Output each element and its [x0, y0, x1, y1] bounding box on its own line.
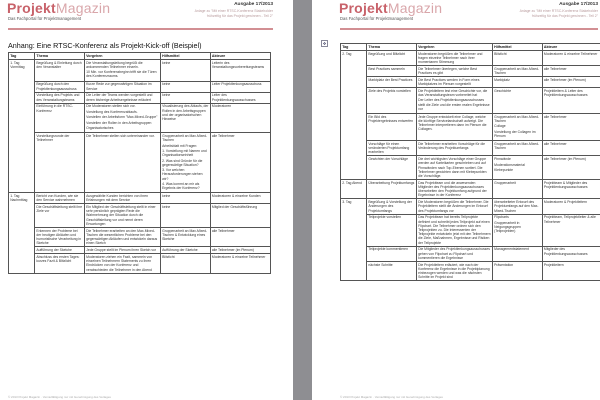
cell-hilfsmittel: Gruppenarbeit an Max-Mixed-Tischen Arbeitsblatt mit Fragen: 1. Vorstellung mit Namen und Organisationseinheit 2. Was sind Gründe für die gegenwärtige Situation? 3. Vor welchen Herausforderungen stehen wir? 4. Was kommt an mir als Ergebnis der Konferenz? — [160, 133, 210, 193]
cell-hilfsmittel: Gruppenarbeit an Max-Mixed-Tischen & Entwicklung eines Sketche — [160, 227, 210, 246]
tagline: Das Fachportal für Projektmanagement — [8, 16, 82, 21]
header-divider — [8, 28, 273, 30]
page-header — [0, 0, 293, 32]
table-row — [9, 193, 271, 204]
header-divider — [340, 28, 598, 30]
cell-vorgehen: Das Projektteam hat bereits Teilprojekte definiert und schreibt jedes Teilprojekt auf einen Flipchart. Die Teilnehmer ordnen sich den Teilprojekten zu. Die Interessenten der Teilprojekte entwickeln jetzt mit den Teilnehmern die Ziele, Maßnahmen, Ergebnisse und Risiken der Teilprojekte — [418, 215, 491, 245]
cell-tag: 3. Tag — [341, 199, 367, 281]
cell-akteure: Moderatoren & einzelne Kunden — [210, 193, 270, 204]
subtitle-line-1: Anlage zu "Mit einer RTSC-Konferenz Stakeholder — [194, 9, 273, 13]
table-row — [341, 179, 600, 198]
page-footer: © 2013 Projekt Magazin · Vervielfältigung nur mit Genehmigung des Verlages — [8, 395, 111, 399]
cell-vorgehen: Die Teilnehmer erarbeiten Vorschläge für die Veränderung des Projektumfangs — [416, 141, 492, 156]
cell-akteure: alle Teilnehmer — [210, 133, 270, 193]
schedule-table-day2-3 — [340, 43, 600, 281]
cell-akteure: Moderatoren & einzelne Teilnehmer — [542, 50, 600, 65]
cell-vorgehen: Kurze Rede zur gegenwärtigen Situation im Service — [84, 81, 160, 92]
document-page-1 — [0, 0, 293, 400]
page-title: Anhang: Eine RTSC-Konferenz als Projekt-Kick-off (Beispiel) — [8, 41, 202, 50]
cell-akteure: Moderatoren & Projektleitern — [542, 199, 600, 214]
logo: ProjektMagazin — [339, 0, 443, 16]
cell-thema: Einführung in die RTSC-Konferenz — [35, 103, 85, 133]
cell-hilfsmittel: Marktplatz — [492, 77, 542, 88]
cell-vorgehen: Jede Gruppe stellt im Plenum ihren Sketch vor — [84, 247, 160, 254]
column-header: Tag — [9, 53, 35, 60]
cell-akteure: Moderatoren — [210, 103, 270, 133]
column-header: Akteure — [542, 44, 600, 51]
cell-thema: Bericht von Kunden, wie sie den Service wahrnehmen — [35, 193, 85, 204]
cell-thema: Die Geschäftsleitung stellt ihre Ziele vor — [35, 204, 85, 228]
cell-vorgehen: Moderatoren begrüßen die Teilnehmer und fragen einzelne Teilnehmer nach ihrer momentanen Stimmung — [416, 50, 492, 65]
table-row — [9, 227, 271, 246]
cell-vorgehen: Die Best Practices werden in Form eines Marktplatzes im Plenum vorgestellt — [416, 77, 492, 88]
cell-hilfsmittel: keine — [160, 81, 210, 92]
cell-thema: Überarbeitung Projektumfangs — [367, 179, 417, 198]
table-row — [341, 141, 600, 156]
cell-akteure: Projektleitern — [542, 261, 600, 280]
cell-thema: Abschluss des ersten Tages: kurzes Fazit & Blitzlicht — [35, 254, 85, 273]
table-move-handle-icon[interactable]: ✥ — [322, 41, 327, 46]
cell-akteure: Projektteam & Mitglieder des Projektlenkungsausschusses — [542, 179, 600, 198]
cell-vorgehen: Jede Gruppe entwickelt eine Collage, welche die künftige Servicelandschaft aufzeigt. Die Teilnehmer interpretieren dann im Plenum die Collagen. — [416, 113, 492, 140]
column-header: Hilfsmittel — [160, 53, 210, 60]
table-row — [341, 261, 600, 280]
cell-akteure: Leiter Projektlenkungsausschuss — [210, 81, 270, 92]
table-row — [9, 59, 271, 81]
cell-vorgehen: Die Teilnehmer überlegen, welche Best Practices es gibt — [416, 66, 492, 77]
cell-hilfsmittel: überarbeiteter Entwurf des Projektumfangs auf den Max-Mixed-Tischen — [492, 199, 542, 214]
table-row — [9, 133, 271, 193]
cell-hilfsmittel: Visualisierung des Ablaufs, der Rollen in den Arbeitsgruppen und der organisatorischen Hinweise — [160, 103, 210, 133]
table-row — [341, 50, 600, 65]
column-header: Vorgehen — [416, 44, 492, 51]
cell-vorgehen: Die drei wichtigsten Vorschläge einer Gruppe werden auf Karteikarten geschrieben und auf Pinnwänden nach Top-Ebenen sortiert. Die Teilnehmer gewichten dann mit Klebepunkten die Vorschläge. — [416, 156, 492, 180]
cell-vorgehen: Die Veranstaltungsleitung begrüßt die ankommenden Teilnehmer einzeln. 10 Min. vor Konferenzbeginn trifft sie die Türen des Konferenzraums. — [84, 59, 160, 81]
cell-hilfsmittel: Blitzlicht — [160, 254, 210, 273]
cell-thema: Best Practices sammeln — [367, 66, 417, 77]
issue-number: Ausgabe 17/2013 — [234, 2, 273, 7]
cell-vorgehen: Das Projektteam und die anwesenden Mitglieder des Projektlenkungsausschusses überarbeiten den Projektumfang aufgrund der Ergebnisse in der Konferenz — [416, 179, 492, 198]
table-row — [341, 246, 600, 261]
table-row — [9, 103, 271, 133]
tagline: Das Fachportal für Projektmanagement — [340, 16, 414, 21]
cell-thema: Teilprojekte vorstellen — [367, 214, 417, 246]
cell-tag: 2. Tag — [341, 50, 367, 179]
cell-vorgehen: Die Projektleitern lest eine Geschichte vor, die das Veranstaltungsteam vorbereitet hat Der Leiter des Projektlenkungsausschusses stellt die Ziele und die ersten realen Ergebnisse vor — [416, 88, 492, 114]
cell-akteure: alle Teilnehmer — [542, 66, 600, 77]
cell-hilfsmittel: Aufführung der Sketche — [160, 247, 210, 254]
cell-thema: Teilprojekte kommentieren — [367, 246, 417, 261]
table-row — [341, 199, 600, 214]
cell-hilfsmittel: Flipcharts Gruppenarbeit in Neigungsgruppen (Teilprojekten) — [492, 214, 542, 246]
document-page-2 — [312, 0, 600, 400]
cell-tag: 1. Tag Nachmittag — [9, 193, 35, 273]
cell-vorgehen: Die Moderatoren stellen sich vor. Vorstellung des Konferenzablaufs. Vorstellen der Arbeitsform "Max-Mixed-Gruppe" Vorstellen der Rollen in den Arbeitsgruppen Organisatorisches — [84, 103, 160, 133]
issue-number: Ausgabe 17/2013 — [559, 2, 598, 7]
cell-tag: 1. Tag Vormittag — [9, 59, 35, 192]
cell-hilfsmittel: Gruppenarbeit an Max-Mixed-Tischen Collage Vorstellung der Collagen im Plenum — [492, 113, 542, 140]
cell-thema: Vorstellungsrunde der Teilnehmer — [35, 133, 85, 193]
subtitle-line-2: frühzeitig für das Projekt gewinnen - Teil 2" — [531, 14, 598, 18]
cell-hilfsmittel: Geschichte — [492, 88, 542, 114]
page-footer: © 2013 Projekt Magazin · Vervielfältigung nur mit Genehmigung des Verlages — [340, 395, 443, 399]
cell-hilfsmittel: Gruppenarbeit — [492, 179, 542, 198]
cell-hilfsmittel: Präsentation — [492, 261, 542, 280]
cell-vorgehen: Ein Mitglied der Geschäftsleitung stellt in einer sehr persönlich geprägten Rede die Wahrnehmung der Situation durch die Geschäftsleitung vor und nennt deren Erwartungen — [84, 204, 160, 228]
table-row — [9, 92, 271, 103]
logo: ProjektMagazin — [7, 0, 111, 16]
cell-thema: Begrüßung durch den Projektlenkungsausschuss — [35, 81, 85, 92]
cell-thema: Begrüßung & Vorstellung der Änderungen des Projektumfangs — [367, 199, 417, 214]
cell-hilfsmittel: keine — [160, 92, 210, 103]
table-row — [9, 247, 271, 254]
cell-hilfsmittel: keine — [160, 193, 210, 204]
cell-akteure: alle Teilnehmer — [210, 227, 270, 246]
cell-hilfsmittel: Blitzlicht — [492, 50, 542, 65]
cell-vorgehen: Die Teilnehmer erarbeiten an den Max-Mixed-Tischen die wesentlichen Probleme bei den gegenwärtigen Abläufen und entwickeln daraus einen Sketch — [84, 227, 160, 246]
cell-vorgehen: Die Leiter der Teams werden vorgestellt und deren bisherige Arbeitsergebnisse erläutert — [84, 92, 160, 103]
cell-hilfsmittel: Pinnwände Moderationsmaterial Klebepunkte — [492, 156, 542, 180]
column-header: Hilfsmittel — [492, 44, 542, 51]
column-header: Thema — [35, 53, 85, 60]
table-row — [9, 204, 271, 228]
cell-akteure: alle Teilnehmer (im Plenum) — [210, 247, 270, 254]
cell-thema: Erkennen der Probleme bei der heutigen Abläufen und humoristische Verarbeitung in Sketche — [35, 227, 85, 246]
cell-tag: 2. Tag Abend — [341, 179, 367, 198]
cell-akteure: Leiter des Projektlenkungsausschusses — [210, 92, 270, 103]
cell-vorgehen: Die Moderatoren begrüßen die Teilnehmer. Die Projektleitern stellt die Änderungen im Entwurf des Projektumfangs vor — [416, 199, 492, 214]
column-header: Vorgehen — [84, 53, 160, 60]
cell-hilfsmittel: Managementstatement — [492, 246, 542, 261]
table-row — [341, 214, 600, 246]
cell-thema: Begrüßung & Einleitung durch den Veranstalter — [35, 59, 85, 81]
cell-akteure: Leiterin des Veranstaltungsvorbereitungsteams — [210, 59, 270, 81]
cell-vorgehen: Ausgewählte Kunden berichten von ihren Erfahrungen mit dem Service — [84, 193, 160, 204]
cell-akteure: Mitglieder des Projektlenkungsausschusses — [542, 246, 600, 261]
cell-akteure: alle Teilnehmer (im Plenum) — [542, 77, 600, 88]
cell-hilfsmittel: Gruppenarbeit an Max-Mixed-Tischen — [492, 141, 542, 156]
subtitle-line-1: Anlage zu "Mit einer RTSC-Konferenz Stakeholder — [519, 9, 598, 13]
cell-vorgehen: Die Mitglieder des Projektlenkungsausschusses gehen von Flipchart zu Flipchart und kommentieren die Ergebnisse — [416, 246, 492, 261]
cell-thema: Ein Bild des Projektergebnisses entwerfen — [367, 113, 417, 140]
cell-thema: nächste Schritte — [367, 261, 417, 280]
table-row — [341, 88, 600, 114]
cell-thema: Gewichten der Vorschläge — [367, 156, 417, 180]
cell-akteure: Mitglied der Geschäftsführung — [210, 204, 270, 228]
table-row — [341, 156, 600, 180]
cell-akteure: Projektleitern & Leiter des Projektlenkungsausschusses — [542, 88, 600, 114]
page-header — [312, 0, 600, 32]
cell-hilfsmittel: keine — [160, 204, 210, 228]
cell-thema: Marktplatz der Best Practices — [367, 77, 417, 88]
cell-thema: Aufführung der Sketche — [35, 247, 85, 254]
cell-akteure: alle Teilnehmer — [542, 141, 600, 156]
cell-thema: Begrüßung und Blitzlicht — [367, 50, 417, 65]
column-header: Tag — [341, 44, 367, 51]
table-row — [341, 66, 600, 77]
cell-akteure: alle Teilnehmer (im Plenum) — [542, 156, 600, 180]
cell-thema: Vorstellung des Projekts und des Veranstaltungsteams — [35, 92, 85, 103]
table-row — [341, 77, 600, 88]
cell-vorgehen: Moderatoren ziehen ein Fazit, sammeln von einzelnen Teilnehmern Statements zu ihren Eindrücken von der Konferenz und verabschieden die Teilnehmer in den Abend — [84, 254, 160, 273]
table-row — [341, 113, 600, 140]
cell-akteure: Projektteam, Teilprojektleiter & alle Teilnehmer — [542, 214, 600, 246]
table-row — [9, 254, 271, 273]
cell-hilfsmittel: keine — [160, 59, 210, 81]
cell-hilfsmittel: Gruppenarbeit an Max-Mixed-Tischen — [492, 66, 542, 77]
cell-vorgehen: Die Teilnehmer stellen sich untereinander vor. — [84, 133, 160, 193]
table-row — [9, 81, 271, 92]
cell-akteure: alle Teilnehmer — [542, 113, 600, 140]
cell-akteure: Moderatoren & einzelne Teilnehmer — [210, 254, 270, 273]
schedule-table-day1 — [8, 52, 271, 274]
subtitle-line-2: frühzeitig für das Projekt gewinnen - Teil 2" — [206, 14, 273, 18]
cell-thema: Vorschläge für einen veränderten Projektumfang erarbeiten — [367, 141, 417, 156]
column-header: Thema — [367, 44, 417, 51]
column-header: Akteure — [210, 53, 270, 60]
cell-vorgehen: Die Projektleitern erläutert, wie nach der Konferenz die Ergebnisse in die Projektplanung einbezogen werden und was die nächsten Schritte im Projekt sind — [416, 261, 492, 280]
cell-thema: Ziele des Projekts vorstellen — [367, 88, 417, 114]
